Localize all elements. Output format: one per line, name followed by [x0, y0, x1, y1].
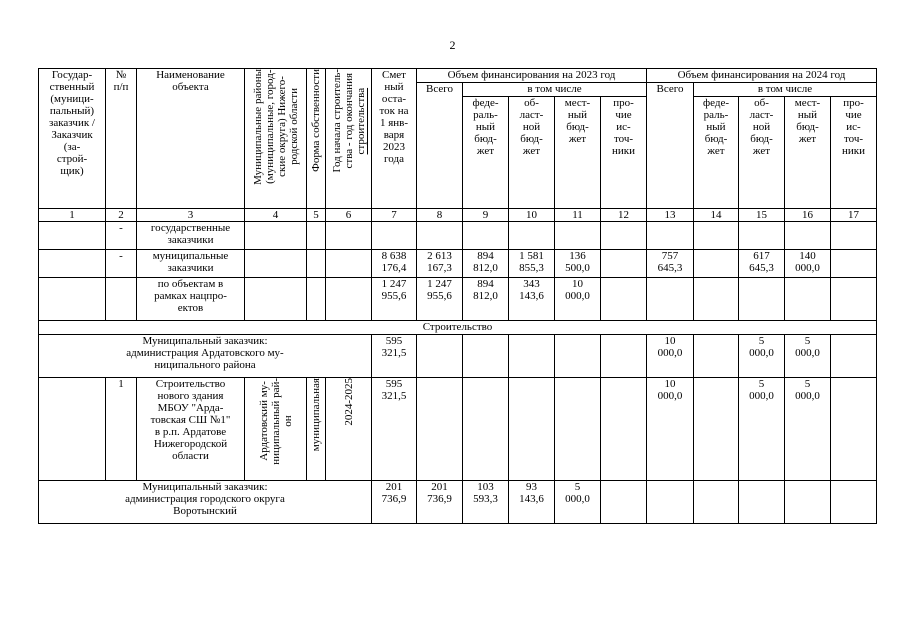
object-name: Строительство нового здания МБОУ "Арда- товская СШ №1" в р.п. Ардатове Нижегородской области	[137, 378, 245, 481]
header-other-2024: про- чие ис- точ- ники	[831, 97, 877, 209]
table-row-customer-ardatov	[39, 335, 877, 378]
object-ownership: муниципальная	[307, 378, 326, 481]
cell-local-2023: 5 000,0	[555, 481, 601, 524]
row-num: -	[106, 222, 137, 250]
table-row-national-projects	[39, 278, 877, 321]
table-row-state-customers	[39, 222, 877, 250]
column-number: 2	[106, 209, 137, 222]
cell-regional-2023: 343 143,6	[509, 278, 555, 321]
table-row-object-1	[39, 378, 877, 481]
cell-local-2023: 10 000,0	[555, 278, 601, 321]
header-regional-2023: об- ласт- ной бюд- жет	[509, 97, 555, 209]
cell-local-2024: 140 000,0	[785, 250, 831, 278]
cell-total-2023: 201 736,9	[417, 481, 463, 524]
header-including-2023: в том числе	[463, 83, 647, 97]
header-num: № п/п	[106, 69, 137, 209]
cell-estimate: 8 638 176,4	[372, 250, 417, 278]
cell-total-2024: 10 000,0	[647, 335, 694, 378]
cell-regional-2024: 5 000,0	[739, 378, 785, 481]
cell-regional-2023: 1 581 855,3	[509, 250, 555, 278]
header-other-2023: про- чие ис- точ- ники	[601, 97, 647, 209]
cell-total-2023: 2 613 167,3	[417, 250, 463, 278]
column-number: 1	[39, 209, 106, 222]
header-years: Год начала строитель- ства - год окончания строительства	[326, 69, 372, 209]
cell-estimate: 201 736,9	[372, 481, 417, 524]
header-customer: Государ- ственный (муници- пальный) заказчик / Заказчик (за- строй- щик)	[39, 69, 106, 209]
cell-estimate: 595 321,5	[372, 378, 417, 481]
column-number: 12	[601, 209, 647, 222]
header-estimate: Смет ный оста- ток на 1 янв- варя 2023 года	[372, 69, 417, 209]
customer-label: Муниципальный заказчик: администрация Ардатовского му- ниципального района	[39, 335, 372, 378]
section-title: Строительство	[39, 321, 877, 335]
row-num: 1	[106, 378, 137, 481]
cell-local-2024: 5 000,0	[785, 378, 831, 481]
row-num: -	[106, 250, 137, 278]
cell-local-2024: 5 000,0	[785, 335, 831, 378]
financing-table	[38, 68, 877, 524]
row-name: государственные заказчики	[137, 222, 245, 250]
cell-estimate: 1 247 955,6	[372, 278, 417, 321]
header-local-2024: мест- ный бюд- жет	[785, 97, 831, 209]
column-number: 10	[509, 209, 555, 222]
table-row-section	[39, 321, 877, 335]
column-number: 11	[555, 209, 601, 222]
object-years: 2024-2025	[326, 378, 372, 481]
column-number: 14	[694, 209, 739, 222]
cell-total-2024: 757 645,3	[647, 250, 694, 278]
column-number-row	[39, 209, 877, 222]
cell-federal-2023: 894 812,0	[463, 250, 509, 278]
cell-federal-2023: 894 812,0	[463, 278, 509, 321]
customer-label: Муниципальный заказчик: администрация городского округа Воротынский	[39, 481, 372, 524]
cell-regional-2024: 5 000,0	[739, 335, 785, 378]
header-name: Наименование объекта	[137, 69, 245, 209]
column-number: 3	[137, 209, 245, 222]
header-total-2023: Всего	[417, 83, 463, 209]
header-ownership: Форма собственности	[307, 69, 326, 209]
object-district: Ардатовский му- ниципальный рай- он	[245, 378, 307, 481]
cell-local-2023: 136 500,0	[555, 250, 601, 278]
header-regional-2024: об- ласт- ной бюд- жет	[739, 97, 785, 209]
cell-total-2023: 1 247 955,6	[417, 278, 463, 321]
header-financing-2023: Объем финансирования на 2023 год	[417, 69, 647, 83]
table-row-customer-vorotynsky	[39, 481, 877, 524]
column-number: 7	[372, 209, 417, 222]
row-name: по объектам в рамках нацпро- ектов	[137, 278, 245, 321]
column-number: 16	[785, 209, 831, 222]
column-number: 8	[417, 209, 463, 222]
header-federal-2023: феде- раль- ный бюд- жет	[463, 97, 509, 209]
cell-estimate: 595 321,5	[372, 335, 417, 378]
header-including-2024: в том числе	[694, 83, 877, 97]
row-name: муниципальные заказчики	[137, 250, 245, 278]
header-districts: Муниципальные районы (муниципальные, город- ские округа) Нижего- родской области	[245, 69, 307, 209]
cell-total-2024: 10 000,0	[647, 378, 694, 481]
column-number: 13	[647, 209, 694, 222]
column-number: 17	[831, 209, 877, 222]
page-number: 2	[449, 38, 456, 52]
cell-regional-2023: 93 143,6	[509, 481, 555, 524]
table-row-municipal-customers	[39, 250, 877, 278]
column-number: 4	[245, 209, 307, 222]
cell-regional-2024: 617 645,3	[739, 250, 785, 278]
column-number: 6	[326, 209, 372, 222]
column-number: 9	[463, 209, 509, 222]
column-number: 5	[307, 209, 326, 222]
cell-federal-2023: 103 593,3	[463, 481, 509, 524]
header-federal-2024: феде- раль- ный бюд- жет	[694, 97, 739, 209]
column-number: 15	[739, 209, 785, 222]
header-financing-2024: Объем финансирования на 2024 год	[647, 69, 877, 83]
header-local-2023: мест- ный бюд- жет	[555, 97, 601, 209]
header-total-2024: Всего	[647, 83, 694, 209]
